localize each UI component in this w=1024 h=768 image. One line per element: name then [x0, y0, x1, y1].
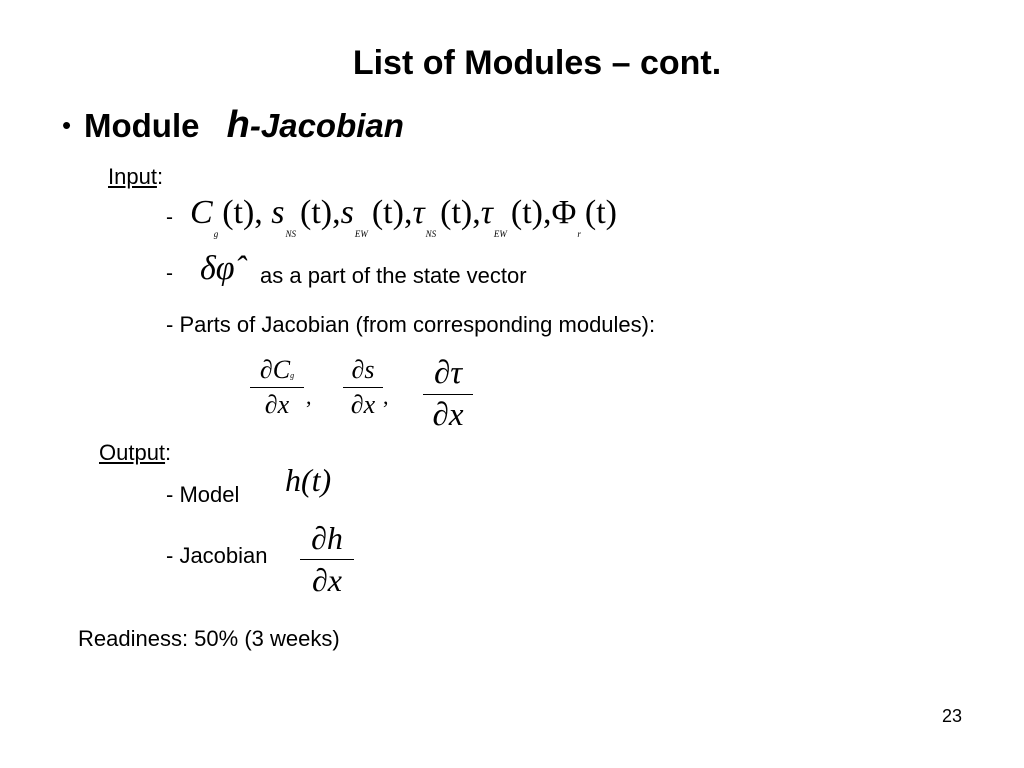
- output-heading: [99, 440, 171, 466]
- formula-t4: (t),: [440, 194, 481, 231]
- input-colon: :: [156, 164, 164, 189]
- module-h: h: [226, 104, 250, 146]
- partial-tau-num: ∂τ: [433, 355, 463, 391]
- input-item-2-dash: -: [166, 262, 173, 285]
- formula-phi-sub: r: [577, 229, 581, 239]
- formula-t3: (t),: [371, 194, 413, 231]
- formula-tau1-sub: NS: [425, 229, 437, 239]
- input-label: Input: [108, 164, 157, 189]
- partial-tau-dx: [423, 355, 473, 434]
- input-formula-1: [190, 194, 617, 239]
- output-model-text: - Model: [166, 482, 240, 507]
- formula-tau2: τ: [480, 194, 493, 231]
- output-model-formula: h(t): [285, 462, 332, 498]
- formula-tau2-sub: EW: [493, 229, 507, 239]
- formula-t2: (t),: [300, 194, 341, 231]
- formula-s1-sub: NS: [285, 229, 297, 239]
- output-colon: :: [165, 440, 172, 465]
- input-item-1-dash: -: [166, 206, 173, 229]
- fraction-bar: [423, 394, 473, 395]
- fraction-bar: [250, 387, 304, 388]
- module-label: Module: [84, 107, 200, 144]
- formula-t6: (t): [584, 194, 617, 231]
- partial-cg-dx: [250, 355, 304, 420]
- page-number: 23: [941, 706, 962, 726]
- partial-s-den: ∂x: [350, 390, 376, 419]
- partial-sep-2: ,: [383, 384, 389, 409]
- delta-phi-formula: δφ̂: [200, 250, 235, 287]
- readiness-text: Readiness: 50% (3 weeks): [78, 626, 340, 651]
- module-heading: [84, 104, 404, 147]
- formula-t5: (t),: [510, 194, 552, 231]
- partial-tau-den: ∂x: [432, 397, 464, 433]
- formula-phi: Φ: [551, 194, 577, 231]
- jacobian-num: ∂h: [311, 520, 343, 556]
- partial-s-num: ∂s: [351, 355, 375, 384]
- output-jacobian-text: - Jacobian: [166, 543, 268, 568]
- slide-title: List of Modules – cont.: [352, 44, 722, 82]
- partial-sep-1: ,: [306, 384, 312, 409]
- output-label: Output: [99, 440, 166, 465]
- output-jacobian-fraction: [300, 520, 354, 599]
- partial-cg-num: ∂Cg: [259, 355, 295, 384]
- fraction-bar: [343, 387, 383, 388]
- module-suffix: -Jacobian: [249, 107, 404, 144]
- input-item-2-text: as a part of the state vector: [260, 263, 527, 288]
- input-heading: [108, 164, 163, 190]
- jacobian-den: ∂x: [311, 562, 342, 598]
- formula-s2: s: [340, 194, 354, 231]
- formula-tau1: τ: [412, 194, 425, 231]
- formula-s2-sub: EW: [354, 229, 368, 239]
- formula-c-sub: g: [213, 229, 219, 239]
- bullet-point: •: [62, 110, 72, 140]
- formula-c: C: [190, 194, 213, 231]
- partial-cg-den: ∂x: [264, 390, 290, 419]
- formula-t1: (t),: [222, 194, 263, 231]
- formula-s1: s: [271, 194, 285, 231]
- partial-s-dx: [343, 355, 383, 420]
- fraction-bar: [300, 559, 354, 560]
- input-item-3-text: - Parts of Jacobian (from corresponding modules):: [166, 312, 656, 337]
